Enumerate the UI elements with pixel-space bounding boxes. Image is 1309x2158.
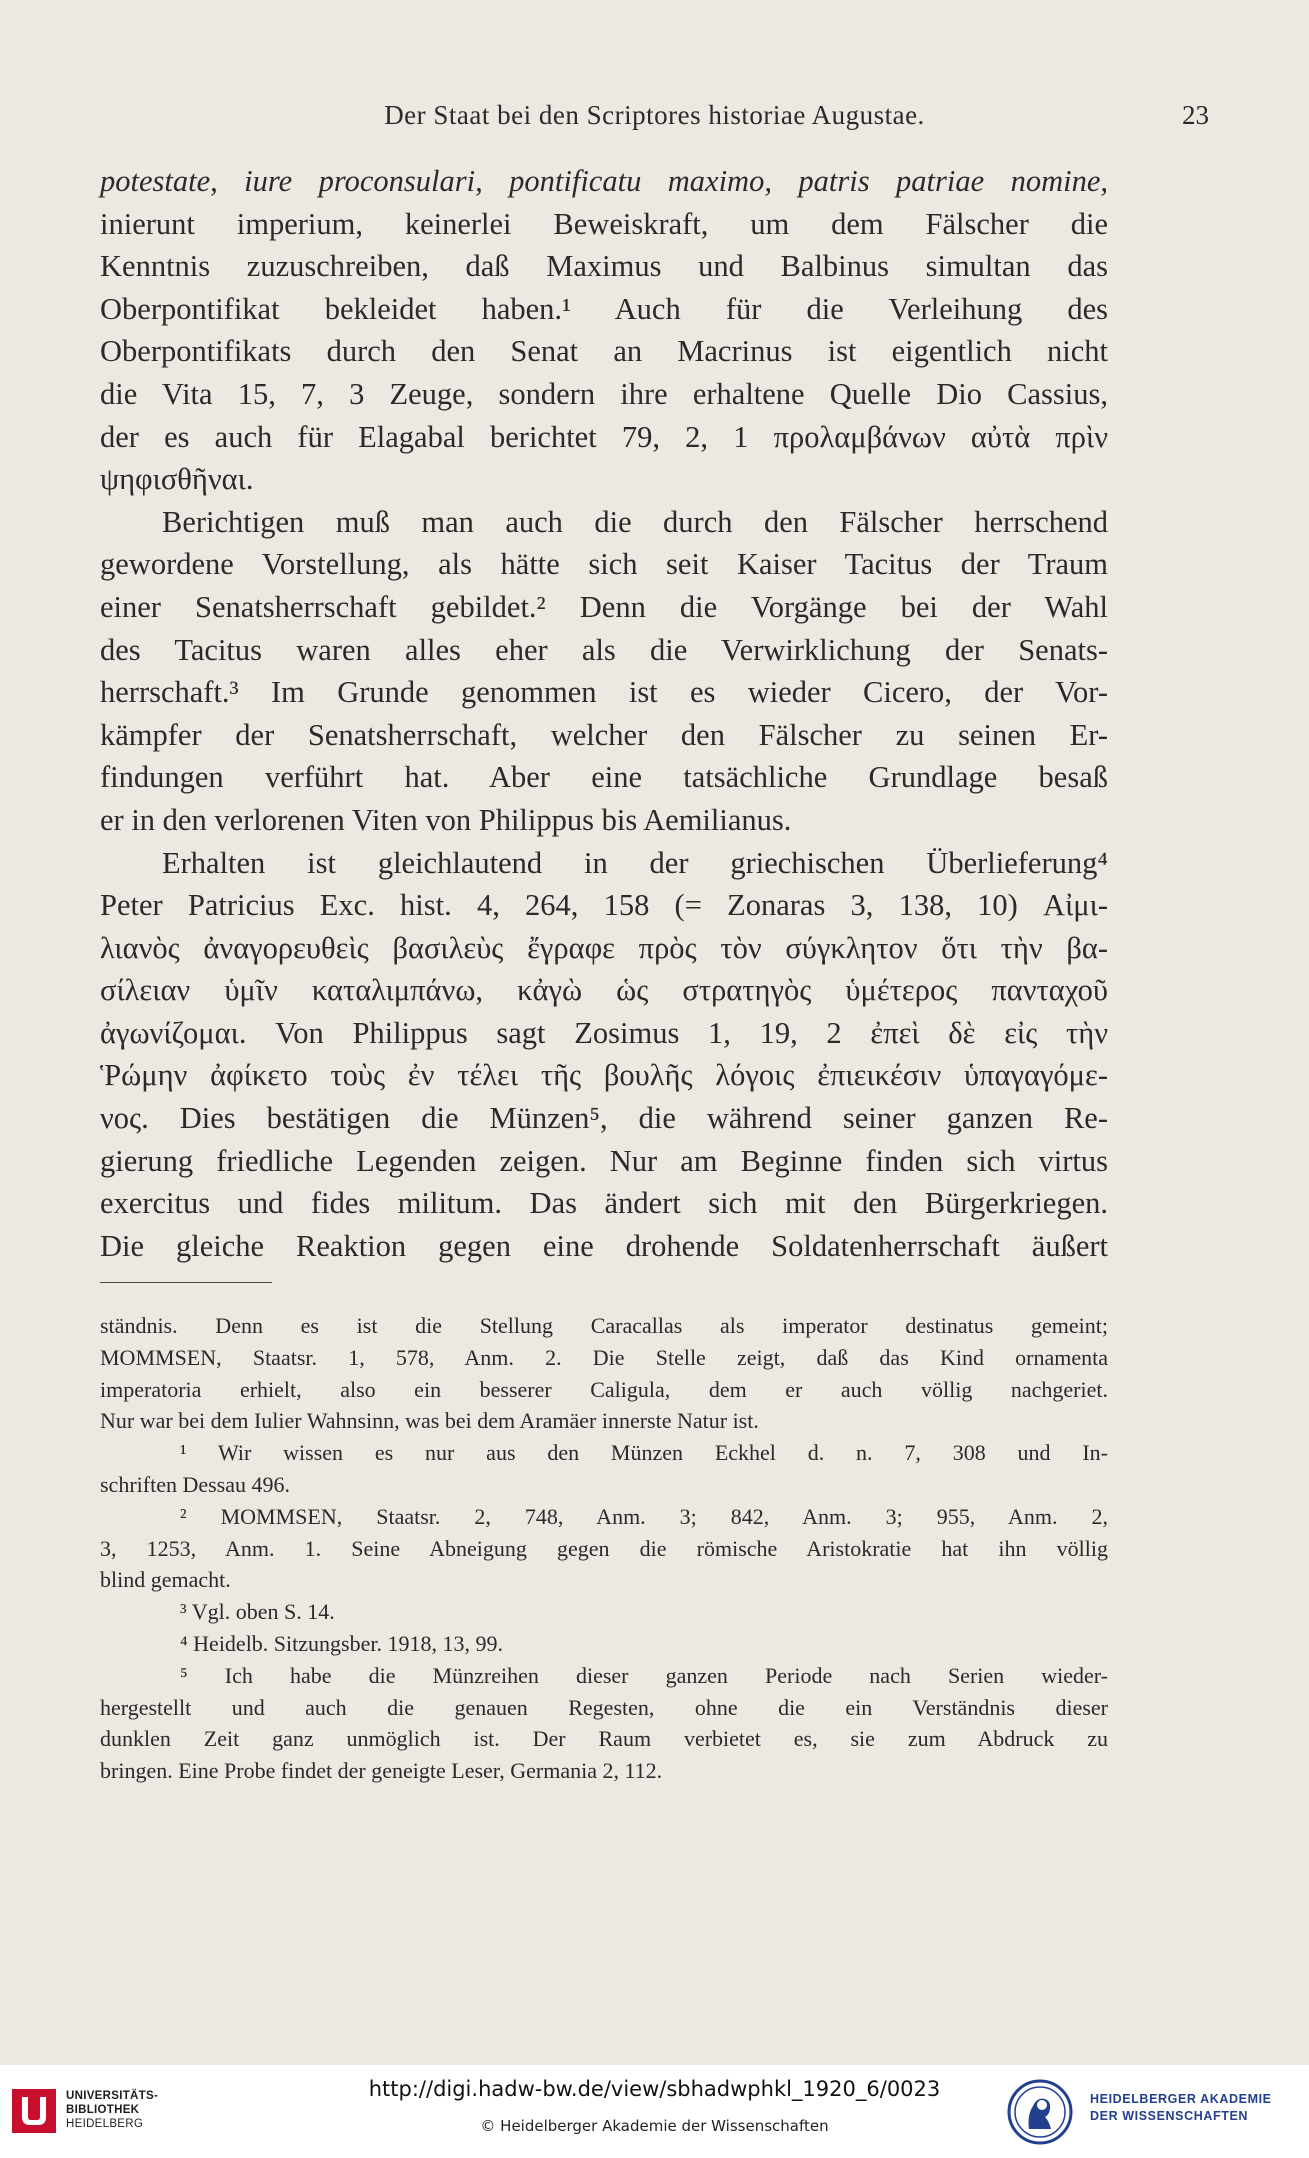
body-line: kämpfer der Senatsherrschaft, welcher den Fälscher zu seinen Er- [100,717,1108,752]
body-line: gierung friedliche Legenden zeigen. Nur am Beginne finden sich virtus [100,1143,1108,1178]
academy-seal-icon[interactable] [1007,2079,1073,2145]
footnote-line: hergestellt und auch die genauen Regesten, ohne die ein Verständnis dieser [100,1694,1108,1720]
viewer-footer [0,2065,1309,2158]
body-line: Peter Patricius Exc. hist. 4, 264, 158 (= Zonaras 3, 138, 10) Αἰμι- [100,888,1108,923]
body-line: Oberpontifikats durch den Senat an Macrinus ist eigentlich nicht [100,334,1108,369]
footnote-line: ¹ Wir wissen es nur aus den Münzen Eckhel d. n. 7, 308 und In- [180,1440,1108,1466]
document-url-link[interactable]: http://digi.hadw-bw.de/view/sbhadwphkl_1920_6/0023 [368,2077,941,2101]
page-header [100,100,1209,140]
body-line: der es auch für Elagabal berichtet 79, 2, 1 προλαμβάνων αὐτὰ πρὶν [100,419,1108,454]
footnote-line: ⁴ Heidelb. Sitzungsber. 1918, 13, 99. [180,1630,503,1656]
footnote-line: bringen. Eine Probe findet der geneigte Leser, Germania 2, 112. [100,1758,663,1784]
body-line: findungen verführt hat. Aber eine tatsächliche Grundlage besaß [100,760,1108,795]
body-line: ψηφισθῆναι. [100,462,254,497]
body-line: Die gleiche Reaktion gegen eine drohende Soldatenherrschaft äußert [100,1228,1108,1263]
body-line: Oberpontifikat bekleidet haben.¹ Auch für die Verleihung des [100,291,1108,326]
footnote-line: imperatoria erhielt, also ein besserer Caligula, dem er auch völlig nachgeriet. [100,1376,1108,1402]
body-line: νος. Dies bestätigen die Münzen⁵, die während seiner ganzen Re- [100,1101,1108,1136]
body-line: Berichtigen muß man auch die durch den Fälscher herrschend [162,504,1108,539]
body-line: die Vita 15, 7, 3 Zeuge, sondern ihre erhaltene Quelle Dio Cassius, [100,376,1108,411]
footnote-line: ⁵ Ich habe die Münzreihen dieser ganzen Periode nach Serien wieder- [180,1662,1108,1688]
body-text [100,160,1108,1267]
footnote-line: schriften Dessau 496. [100,1471,291,1497]
footnote-line: ³ Vgl. oben S. 14. [180,1599,335,1625]
body-line: Ῥώμην ἀφίκετο τοὺς ἐν τέλει τῆς βουλῆς λόγοις ἐπιεικέσιν ὑπαγαγόμε- [100,1058,1108,1093]
copyright-notice: © Heidelberger Akademie der Wissenschaften [480,2117,829,2135]
body-line: Kenntnis zuzuschreiben, daß Maximus und Balbinus simultan das [100,249,1108,284]
footnote-line: 3, 1253, Anm. 1. Seine Abneigung gegen die römische Aristokratie hat ihn völlig [100,1535,1108,1561]
footnote-line: MOMMSEN, Staatsr. 1, 578, Anm. 2. Die Stelle zeigt, daß das Kind ornamenta [100,1344,1108,1370]
footnote-line: ständnis. Denn es ist die Stellung Caracallas als imperator destinatus gemeint; [100,1313,1108,1338]
body-line: λιανὸς ἀναγορευθεὶς βασιλεὺς ἔγραφε πρὸς τὸν σύγκλητον ὅτι τὴν βα- [100,930,1108,965]
footnote-rule [100,1282,272,1283]
running-title: Der Staat bei den Scriptores historiae Augustae. [384,100,925,130]
university-library-logo-text: UNIVERSITÄTS- BIBLIOTHEK HEIDELBERG [66,2090,159,2130]
footnote-line: blind gemacht. [100,1567,231,1593]
body-line: einer Senatsherrschaft gebildet.² Denn die Vorgänge bei der Wahl [100,589,1108,624]
body-line: des Tacitus waren alles eher als die Verwirklichung der Senats- [100,632,1108,667]
page-number: 23 [1182,100,1209,130]
body-line: potestate, iure proconsulari, pontificatu maximo, patris patriae nomine, [100,164,1108,198]
body-line: exercitus und fides militum. Das ändert sich mit den Bürgerkriegen. [100,1186,1108,1221]
body-line: Erhalten ist gleichlautend in der griechischen Überlieferung⁴ [162,845,1108,880]
body-line: σίλειαν ὑμῖν καταλιμπάνω, κἀγὼ ὡς στρατηγὸς ὑμέτερος πανταχοῦ [100,973,1108,1008]
body-line: er in den verlorenen Viten von Philippus bis Aemilianus. [100,802,792,837]
footnote-line: dunklen Zeit ganz unmöglich ist. Der Raum verbietet es, sie zum Abdruck zu [100,1726,1108,1752]
academy-logo-text[interactable]: HEIDELBERGER AKADEMIE DER WISSENSCHAFTEN [1090,2092,1272,2123]
footnote-line: ² MOMMSEN, Staatsr. 2, 748, Anm. 3; 842, Anm. 3; 955, Anm. 2, [180,1503,1108,1529]
body-line: herrschaft.³ Im Grunde genommen ist es wieder Cicero, der Vor- [100,675,1108,710]
body-line: inierunt imperium, keinerlei Beweiskraft, um dem Fälscher die [100,206,1108,241]
body-line: ἀγωνίζομαι. Von Philippus sagt Zosimus 1, 19, 2 ἐπεὶ δὲ εἰς τὴν [100,1015,1108,1050]
footnote-line: Nur war bei dem Iulier Wahnsinn, was bei dem Aramäer innerste Natur ist. [100,1408,759,1434]
footnotes [100,1310,1108,1787]
body-line: gewordene Vorstellung, als hätte sich seit Kaiser Tacitus der Traum [100,547,1108,582]
